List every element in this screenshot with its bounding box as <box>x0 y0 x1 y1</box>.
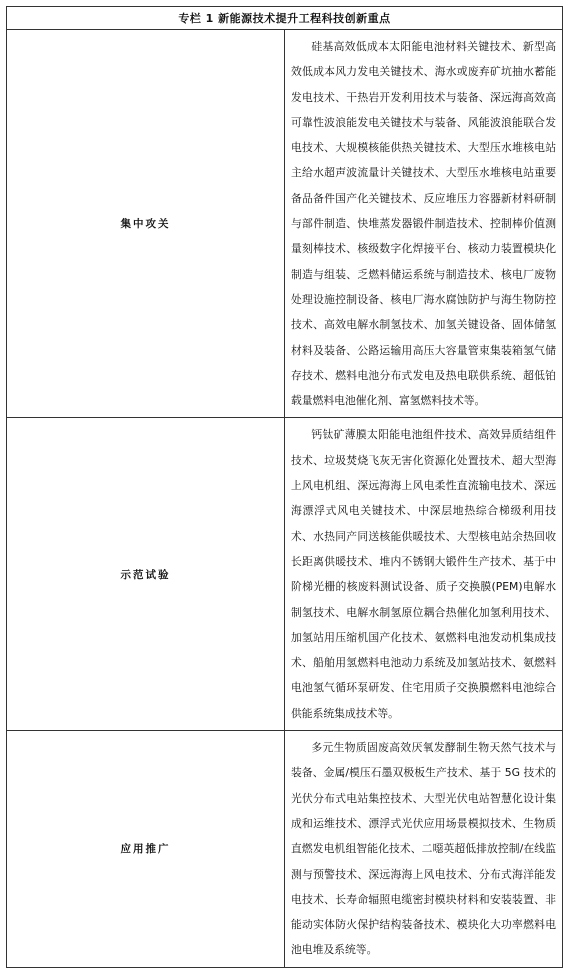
category-cell: 集中攻关 <box>7 30 285 418</box>
content-text: 硅基高效低成本太阳能电池材料关键技术、新型高效低成本风力发电关键技术、海水或废弃矿坑抽水蓄能发电技术、干热岩开发利用技术与装备、深远海高效高可靠性波浪能发电关键技术与装备、风能波浪能联合发电技术、大规模核能供热关键技术、大型压水堆核电站主给水超声波流量计关键技术、大型压水堆核电站重要备品备件国产化关键技术、反应堆压力容器新材料研制与部件制造、快堆蒸发器锻件制造技术、控制棒价值测量刻棒技术、核级数字化焊接平台、核动力装置模块化制造与组装、乏燃料储运系统与制造技术、核电厂废物处理设施控制设备、核电厂海水腐蚀防护与海生物防控技术、高效电解水制氢技术、加氢关键设备、固体储氢材料及装备、公路运输用高压大容量管束集装箱氢气储存技术、燃料电池分布式发电及热电联供系统、超低铂载量燃料电池催化剂、富氢燃料技术等。 <box>291 40 556 408</box>
category-cell: 示范试验 <box>7 418 285 731</box>
content-cell <box>285 731 563 968</box>
innovation-focus-table <box>6 6 563 968</box>
content-cell <box>285 30 563 418</box>
content-text: 多元生物质固废高效厌氧发酵制生物天然气技术与装备、金属/模压石墨双极板生产技术、基于 5G 技术的光伏分布式电站集控技术、大型光伏电站智慧化设计集成和运维技术、漂浮式光伏应用场景模拟技术、生物质直燃发电机组智能化技术、二噁英超低排放控制/在线监测与预警技术、深远海海上风电技术、分布式海洋能发电技术、长寿命辐照电缆密封模块材料和安装装置、非能动实体防火保护结构装备技术、模块化大功率燃料电池电堆及系统等。 <box>291 741 556 957</box>
table-row <box>7 418 563 731</box>
table-row <box>7 731 563 968</box>
table-title-row <box>7 7 563 30</box>
table-title: 专栏 1 新能源技术提升工程科技创新重点 <box>7 7 563 30</box>
content-cell <box>285 418 563 731</box>
category-cell: 应用推广 <box>7 731 285 968</box>
content-text: 钙钛矿薄膜太阳能电池组件技术、高效异质结组件技术、垃圾焚烧飞灰无害化资源化处置技术、超大型海上风电机组、深远海海上风电柔性直流输电技术、深远海漂浮式风电关键技术、中深层地热综合梯级利用技术、水热同产同送核能供暖技术、大型核电站余热回收长距离供暖技术、堆内不锈钢大锻件生产技术、基于中阶梯光栅的核废料测试设备、质子交换膜(PEM)电解水制氢技术、电解水制氢原位耦合热催化加氢利用技术、加氢站用压缩机国产化技术、氨燃料电池发动机集成技术、船舶用氢燃料电池动力系统及加氢站技术、氨燃料电池氢气循环泵研发、住宅用质子交换膜燃料电池综合供能系统集成技术等。 <box>291 428 556 720</box>
table-row <box>7 30 563 418</box>
